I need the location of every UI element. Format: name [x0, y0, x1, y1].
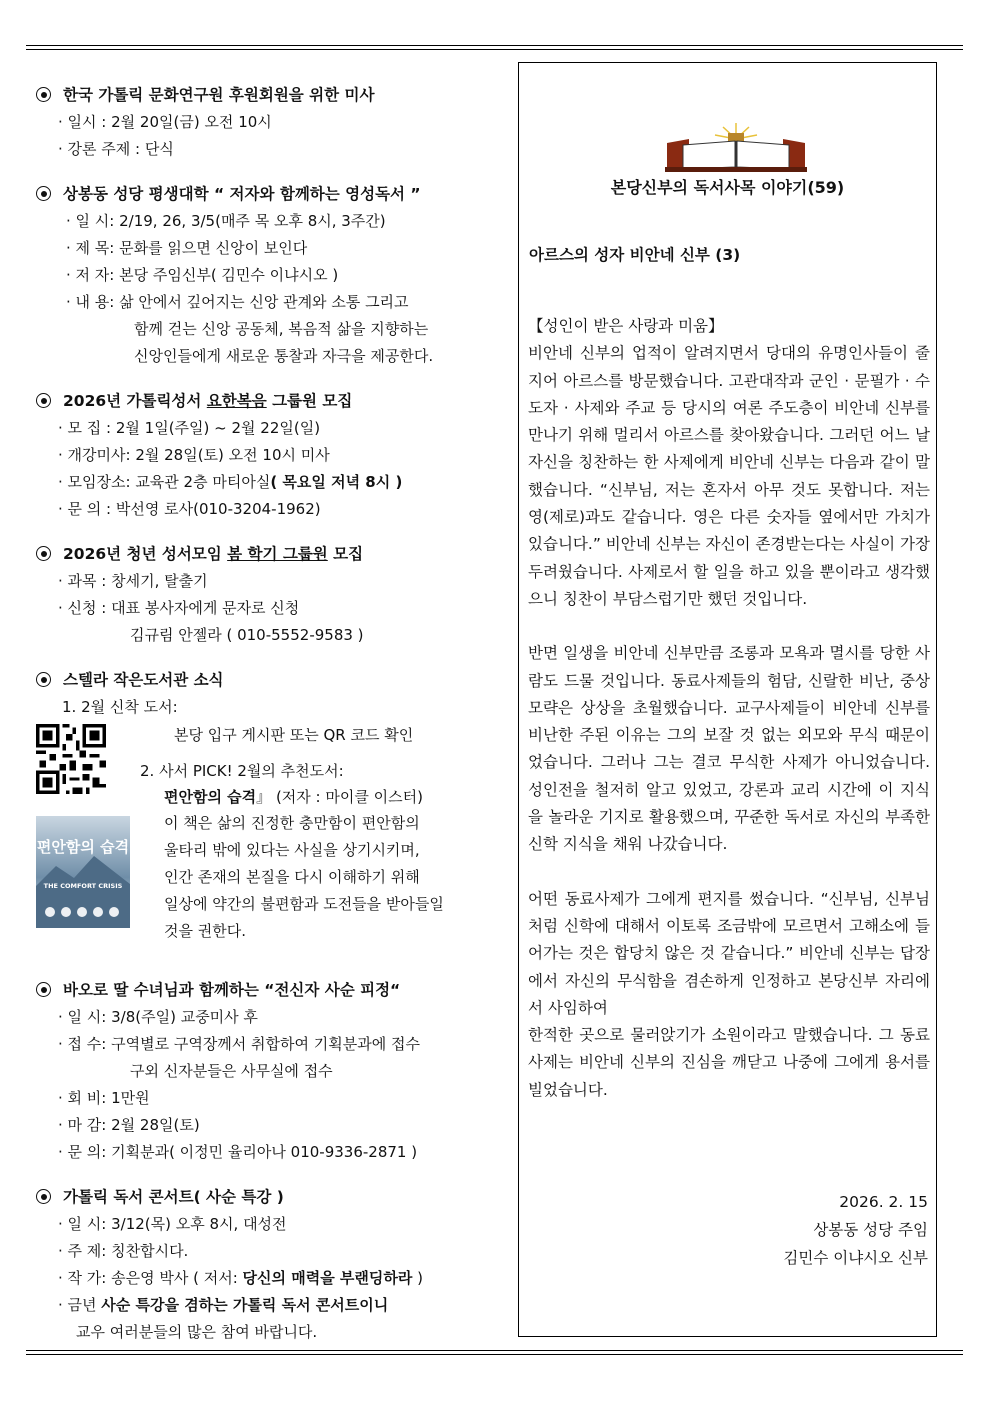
detail-line: · 일시 : 2월 20일(금) 오전 10시 [58, 113, 272, 131]
detail-line: 울타리 밖에 있다는 사실을 상기시키며, [164, 841, 420, 859]
open-book-icon [665, 121, 807, 173]
signature-parish: 상봉동 성당 주임 [813, 1221, 928, 1239]
qr-code-icon[interactable] [36, 724, 106, 794]
detail-line: 2. 사서 PICK! 2월의 추천도서: [140, 762, 344, 780]
book-cover-title: 편안함의 습격 [36, 838, 130, 856]
detail-line: · 과목 : 창세기, 탈출기 [58, 572, 208, 590]
column-paragraph: 반면 일생을 비안네 신부만큼 조롱과 모욕과 멸시를 당한 사람도 드물 것입니다. 동료사제들의 험담, 신랄한 비난, 중상모략은 상상을 초월했습니다. 교구사제들이 비안네 신부를 비난한 주된 이유는 그의 보잘 것 없는 외모와 무식 때문이었습니다. 그러나 그는 결코 무식한 사제가 아니었습니다. 성인전을 철저히 알고 있었고, 강론과 교리 시간에 이 지식을 놀라운 기지로 활용했으며, 꾸준한 독서로 자신의 부족한 신학 지식을 채워 나갔습니다. [528, 644, 930, 854]
detail-line: 함께 걷는 신앙 공동체, 복음적 삶을 지향하는 [134, 320, 429, 338]
notice-title: 한국 가톨릭 문화연구원 후원회원을 위한 미사 [63, 86, 375, 104]
notice-title: 가톨릭 독서 콘서트( 사순 특강 ) [63, 1188, 284, 1206]
notice-title-underlined: 요한복음 [206, 392, 267, 410]
notice-retreat [30, 977, 500, 1166]
notice-title: 스텔라 작은도서관 소식 [63, 671, 224, 689]
bullet-icon [36, 393, 51, 408]
notice-title: 상봉동 성당 평생대학 “ 저자와 함께하는 영성독서 ” [63, 185, 421, 203]
detail-line: · 모 집 : 2월 1일(주일) ~ 2월 22일(일) [58, 419, 321, 437]
detail-line: · 회 비: 1만원 [58, 1089, 150, 1107]
notice-bible-group [30, 388, 500, 523]
notices-column [30, 82, 500, 1364]
bottom-rule-2 [26, 1354, 963, 1355]
bullet-icon [36, 87, 51, 102]
detail-line: · 일 시: 3/12(목) 오후 8시, 대성전 [58, 1215, 287, 1233]
column-paragraph: 어떤 동료사제가 그에게 편지를 썼습니다. “신부님, 신부님처럼 신학에 대해서 이토록 조금밖에 모르면서 고해소에 들어가는 것은 합당치 않은 것 같습니다.” 비안네 신부는 답장에서 자신의 무식함을 겸손하게 인정하고 본당신부 자리에서 사임하여 [528, 889, 930, 1017]
detail-bold: 당신의 매력을 부랜딩하라 [242, 1269, 413, 1287]
bullet-icon [36, 672, 51, 687]
notice-title-end: 모집 [327, 545, 364, 563]
detail-line [30, 469, 500, 496]
column-paragraph: 한적한 곳으로 물러앉기가 소원이라고 말했습니다. 그 동료사제는 비안네 신부의 진심을 깨닫고 나중에 그에게 용서를 빌었습니다. [528, 1026, 930, 1099]
detail-line: 구외 신자분들은 사무실에 접수 [130, 1062, 333, 1080]
detail-line: 일상에 약간의 불편함과 도전들을 받아들일 [164, 895, 444, 913]
notice-university [30, 181, 500, 370]
bullet-icon [36, 546, 51, 561]
notice-title-end: 그룹원 모집 [266, 392, 353, 410]
detail-line: · 내 용: 삶 안에서 깊어지는 신앙 관계와 소통 그리고 [66, 293, 409, 311]
column-heading: 【성인이 받은 사랑과 미움】 [528, 317, 724, 335]
detail-line: · 일 시: 2/19, 26, 3/5(매주 목 오후 8시, 3주간) [66, 212, 386, 230]
library-content [30, 694, 500, 959]
detail-line: · 문 의: 기획분과( 이정민 율리아나 010-9336-2871 ) [58, 1143, 418, 1161]
notice-youth-bible [30, 541, 500, 649]
detail-line: · 저 자: 본당 주임신부( 김민수 이냐시오 ) [66, 266, 339, 284]
notice-title: 바오로 딸 수녀님과 함께하는 “전신자 사순 피정“ [63, 981, 401, 999]
detail-line: 본당 입구 게시판 또는 QR 코드 확인 [174, 726, 414, 744]
column-signature [783, 1188, 928, 1272]
detail-line: 교우 여러분들의 많은 참여 바랍니다. [76, 1323, 318, 1341]
book-title: 편안함의 습격 [164, 788, 257, 806]
detail-line: 인간 존재의 본질을 다시 이해하기 위해 [164, 868, 420, 886]
column-date: 2026. 2. 15 [839, 1193, 928, 1211]
book-title-line [164, 784, 423, 811]
notice-title: 2026년 가톨릭성서 [63, 392, 207, 410]
detail-text: · 작 가: 송은영 박사 ( 저서: [58, 1269, 243, 1287]
detail-line: · 문 의 : 박선영 로사(010-3204-1962) [58, 500, 321, 518]
book-cover-image [36, 816, 130, 928]
column-body [528, 313, 930, 1104]
column-title: 본당신부의 독서사목 이야기(59) [610, 178, 845, 197]
signature-priest: 김민수 이냐시오 신부 [783, 1249, 928, 1267]
notice-title: 2026년 청년 성서모임 [63, 545, 228, 563]
detail-line: · 제 목: 문화를 읽으면 신앙이 보인다 [66, 239, 308, 257]
detail-line: · 신청 : 대표 봉사자에게 문자로 신청 [58, 599, 300, 617]
detail-line: · 강론 주제 : 단식 [58, 140, 174, 158]
pastor-column-box [518, 62, 937, 1337]
detail-bold: 사순 특강을 겸하는 가톨릭 독서 콘서트이니 [101, 1296, 389, 1314]
book-cover-subtitle: THE COMFORT CRISIS [43, 882, 123, 890]
notice-mass [30, 82, 500, 163]
column-paragraph: 비안네 신부의 업적이 알려지면서 당대의 유명인사들이 줄지어 아르스를 방문했습니다. 고관대작과 군인 · 문필가 · 수도자 · 사제와 주교 등 당시의 여론 주도층이 비안네 신부를 만나기 위해 멀리서 아르스를 찾아왔습니다. 그러던 어느 날 자신을 칭찬하는 한 사제에게 비안네 신부는 다음과 같이 말했습니다. “신부님, 저는 혼자서 아무 것도 못합니다. 저는 영(제로)과도 같습니다. 영은 다른 숫자들 옆에서만 가치가 있습니다.” 비안네 신부는 자신이 존경받는다는 사실이 가장 두려웠습니다. 사제로서 할 일을 하고 있을 뿐이라고 생각했으니 칭찬이 부담스럽기만 했던 것입니다. [528, 344, 930, 608]
notice-title-underlined: 봄 학기 그룹원 [227, 545, 328, 563]
bullet-icon [36, 982, 51, 997]
detail-line: · 주 제: 칭찬합시다. [58, 1242, 189, 1260]
detail-text: · 금년 [58, 1296, 102, 1314]
detail-line: 이 책은 삶의 진정한 충만함이 편안함의 [164, 814, 420, 832]
detail-line: 1. 2월 신착 도서: [62, 698, 178, 716]
detail-line: 신앙인들에게 새로운 통찰과 자극을 제공한다. [134, 347, 434, 365]
bullet-icon [36, 186, 51, 201]
detail-line: · 마 감: 2월 28일(토) [58, 1116, 200, 1134]
detail-bold: ( 목요일 저녁 8시 ) [270, 473, 403, 491]
detail-text: · 모임장소: 교육관 2층 마티아실 [58, 473, 271, 491]
bottom-rule-1 [26, 1350, 963, 1351]
detail-line [30, 1265, 500, 1292]
book-author: 』 (저자 : 마이클 이스터) [256, 788, 423, 806]
top-rule-2 [26, 49, 963, 50]
detail-line: · 일 시: 3/8(주일) 교중미사 후 [58, 1008, 258, 1026]
notice-library [30, 667, 500, 959]
top-rule-1 [26, 45, 963, 46]
detail-line: 김규림 안젤라 ( 010-5552-9583 ) [130, 626, 364, 644]
detail-line [30, 1292, 500, 1319]
column-subtitle: 아르스의 성자 비안네 신부 (3) [529, 246, 741, 264]
bullet-icon [36, 1189, 51, 1204]
detail-line: · 개강미사: 2월 28일(토) 오전 10시 미사 [58, 446, 330, 464]
detail-line: 것을 권한다. [164, 922, 246, 940]
detail-text: ) [412, 1269, 423, 1287]
detail-line: · 접 수: 구역별로 구역장께서 취합하여 기획분과에 접수 [58, 1035, 420, 1053]
notice-concert [30, 1184, 500, 1346]
